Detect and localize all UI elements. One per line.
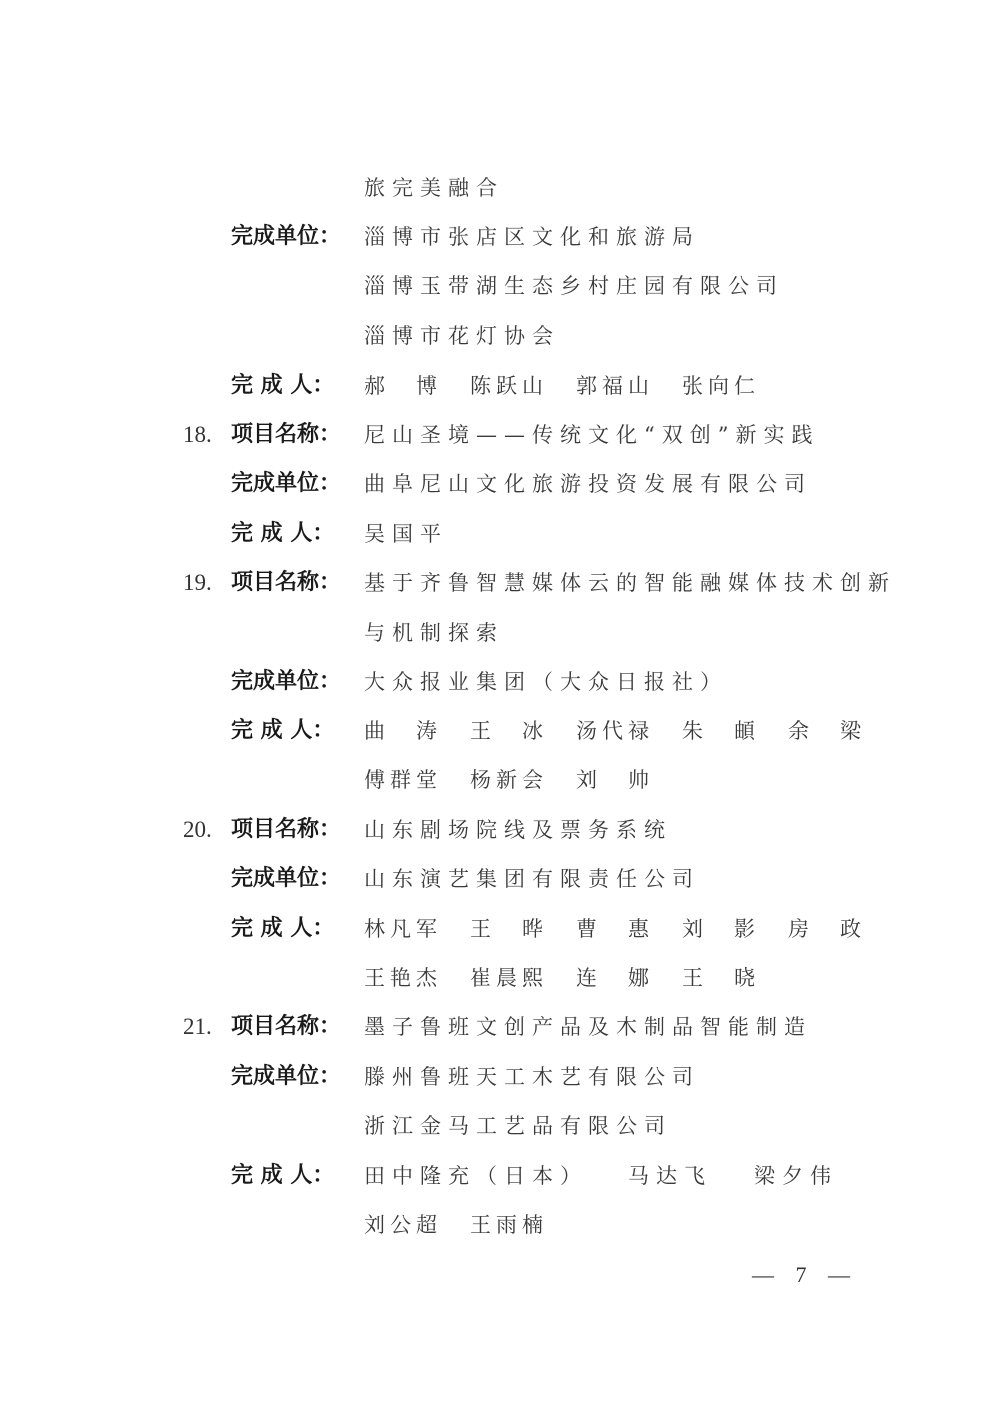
person-name: 陈跃山 bbox=[470, 374, 548, 398]
project-name-text: 尼山圣境——传统文化“双创”新实践 bbox=[364, 423, 820, 447]
unit-value: 淄博玉带湖生态乡村庄园有限公司 bbox=[364, 274, 784, 298]
person-label: 完 成 人： bbox=[231, 373, 335, 398]
person-name: 王艳杰 bbox=[364, 966, 442, 990]
person-name: 连 娜 bbox=[576, 966, 654, 990]
project-name-label: 项目名称： bbox=[231, 422, 342, 447]
unit-label: 完成单位： bbox=[231, 1064, 342, 1089]
project-number: 21. bbox=[183, 1014, 212, 1039]
person-name: 刘公超 bbox=[364, 1213, 442, 1237]
person-name: 张向仁 bbox=[682, 374, 760, 398]
person-name: 王雨楠 bbox=[470, 1213, 548, 1237]
person-label: 完 成 人： bbox=[231, 1163, 335, 1188]
person-label: 完 成 人： bbox=[231, 521, 335, 546]
project-number: 20. bbox=[183, 817, 212, 842]
project-number: 18. bbox=[183, 422, 212, 447]
unit-value: 曲阜尼山文化旅游投资发展有限公司 bbox=[364, 472, 812, 496]
unit-value: 浙江金马工艺品有限公司 bbox=[364, 1114, 672, 1138]
person-name: 吴国平 bbox=[364, 522, 448, 546]
person-name: 刘 影 bbox=[682, 917, 760, 941]
person-name: 曹 惠 bbox=[576, 917, 654, 941]
unit-value: 大众报业集团（大众日报社） bbox=[364, 670, 728, 694]
person-name: 田中隆充（日本） bbox=[364, 1164, 588, 1188]
project-name-label: 项目名称： bbox=[231, 817, 342, 842]
project-name-text: 与机制探索 bbox=[364, 621, 504, 645]
person-name: 林凡军 bbox=[364, 917, 442, 941]
page-number: — 7 — bbox=[752, 1262, 858, 1287]
person-name: 朱 頔 bbox=[682, 719, 760, 743]
person-name: 杨新会 bbox=[470, 768, 548, 792]
person-label: 完 成 人： bbox=[231, 718, 335, 743]
project-name-text: 旅完美融合 bbox=[364, 176, 504, 200]
person-name: 傅群堂 bbox=[364, 768, 442, 792]
person-label: 完 成 人： bbox=[231, 916, 335, 941]
person-name: 刘 帅 bbox=[576, 768, 654, 792]
project-number: 19. bbox=[183, 570, 212, 595]
unit-value: 滕州鲁班天工木艺有限公司 bbox=[364, 1065, 700, 1089]
unit-value: 山东演艺集团有限责任公司 bbox=[364, 867, 700, 891]
unit-label: 完成单位： bbox=[231, 224, 342, 249]
unit-label: 完成单位： bbox=[231, 471, 342, 496]
project-name-text: 基于齐鲁智慧媒体云的智能融媒体技术创新 bbox=[364, 571, 896, 595]
unit-value: 淄博市花灯协会 bbox=[364, 324, 560, 348]
project-name-label: 项目名称： bbox=[231, 570, 342, 595]
person-name: 郭福山 bbox=[576, 374, 654, 398]
person-name: 郝 博 bbox=[364, 374, 442, 398]
unit-value: 淄博市张店区文化和旅游局 bbox=[364, 225, 700, 249]
person-name: 王 晔 bbox=[470, 917, 548, 941]
project-name-text: 墨子鲁班文创产品及木制品智能制造 bbox=[364, 1015, 812, 1039]
person-name: 梁夕伟 bbox=[754, 1164, 838, 1188]
person-name: 汤代禄 bbox=[576, 719, 654, 743]
unit-label: 完成单位： bbox=[231, 669, 342, 694]
person-name: 王 冰 bbox=[470, 719, 548, 743]
person-name: 余 梁 bbox=[788, 719, 866, 743]
person-name: 马达飞 bbox=[628, 1164, 712, 1188]
project-name-text: 山东剧场院线及票务系统 bbox=[364, 818, 672, 842]
project-name-label: 项目名称： bbox=[231, 1014, 342, 1039]
person-name: 房 政 bbox=[788, 917, 866, 941]
person-name: 曲 涛 bbox=[364, 719, 442, 743]
person-name: 崔晨熙 bbox=[470, 966, 548, 990]
unit-label: 完成单位： bbox=[231, 866, 342, 891]
person-name: 王 晓 bbox=[682, 966, 760, 990]
